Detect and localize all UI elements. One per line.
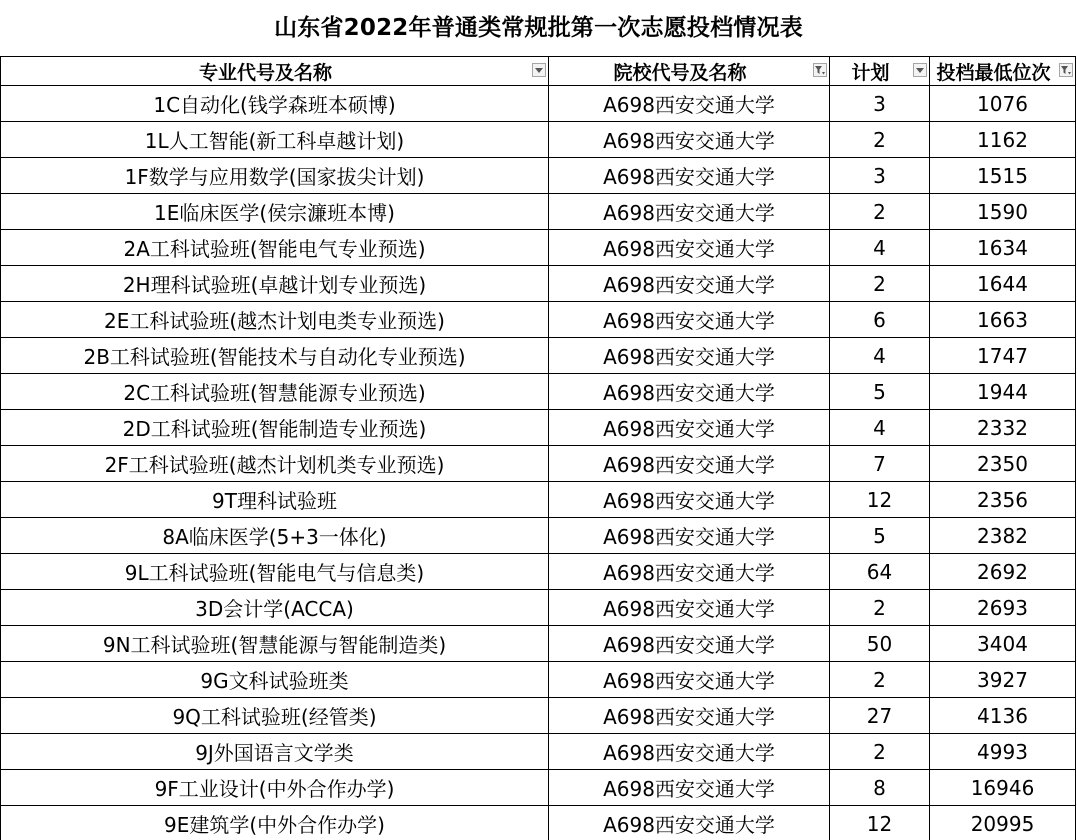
cell-plan[interactable]: 4 [830, 230, 930, 266]
header-rank-label: 投档最低位次 [936, 61, 1051, 84]
cell-school[interactable]: A698西安交通大学 [549, 122, 830, 158]
cell-major[interactable]: 1E临床医学(侯宗濂班本博) [1, 194, 549, 230]
cell-rank[interactable]: 20995 [930, 806, 1076, 840]
table-row [1, 86, 1076, 122]
cell-rank[interactable]: 3404 [930, 626, 1076, 662]
cell-plan[interactable]: 50 [830, 626, 930, 662]
filter-button-plan[interactable] [913, 63, 927, 77]
cell-school[interactable]: A698西安交通大学 [549, 806, 830, 840]
header-plan [830, 57, 930, 86]
table-row [1, 518, 1076, 554]
table-row [1, 446, 1076, 482]
table-row [1, 554, 1076, 590]
table-row [1, 122, 1076, 158]
cell-school[interactable]: A698西安交通大学 [549, 338, 830, 374]
header-school-label: 院校代号及名称 [613, 61, 747, 84]
cell-school[interactable]: A698西安交通大学 [549, 194, 830, 230]
cell-plan[interactable]: 3 [830, 86, 930, 122]
cell-major[interactable]: 9F工业设计(中外合作办学) [1, 770, 549, 806]
cell-school[interactable]: A698西安交通大学 [549, 662, 830, 698]
cell-major[interactable]: 9Q工科试验班(经管类) [1, 698, 549, 734]
cell-rank[interactable]: 1162 [930, 122, 1076, 158]
cell-major[interactable]: 1L人工智能(新工科卓越计划) [1, 122, 549, 158]
cell-school[interactable]: A698西安交通大学 [549, 374, 830, 410]
table-row [1, 482, 1076, 518]
cell-plan[interactable]: 5 [830, 374, 930, 410]
cell-school[interactable]: A698西安交通大学 [549, 446, 830, 482]
header-row [1, 57, 1076, 86]
cell-rank[interactable]: 1944 [930, 374, 1076, 410]
cell-major[interactable]: 9N工科试验班(智慧能源与智能制造类) [1, 626, 549, 662]
cell-major[interactable]: 3D会计学(ACCA) [1, 590, 549, 626]
cell-rank[interactable]: 1663 [930, 302, 1076, 338]
filter-button-school[interactable] [813, 63, 827, 77]
filter-active-icon [815, 66, 825, 75]
cell-school[interactable]: A698西安交通大学 [549, 158, 830, 194]
admission-table [0, 56, 1076, 840]
cell-rank[interactable]: 16946 [930, 770, 1076, 806]
cell-plan[interactable]: 4 [830, 338, 930, 374]
cell-school[interactable]: A698西安交通大学 [549, 698, 830, 734]
table-row [1, 410, 1076, 446]
cell-major[interactable]: 2E工科试验班(越杰计划电类专业预选) [1, 302, 549, 338]
filter-button-rank[interactable] [1059, 63, 1073, 77]
table-row [1, 194, 1076, 230]
cell-school[interactable]: A698西安交通大学 [549, 410, 830, 446]
cell-rank[interactable]: 1634 [930, 230, 1076, 266]
cell-rank[interactable]: 1644 [930, 266, 1076, 302]
cell-school[interactable]: A698西安交通大学 [549, 554, 830, 590]
cell-rank[interactable]: 3927 [930, 662, 1076, 698]
cell-major[interactable]: 2D工科试验班(智能制造专业预选) [1, 410, 549, 446]
filter-active-icon [1061, 66, 1071, 75]
cell-school[interactable]: A698西安交通大学 [549, 518, 830, 554]
cell-rank[interactable]: 1515 [930, 158, 1076, 194]
cell-school[interactable]: A698西安交通大学 [549, 302, 830, 338]
table-row [1, 662, 1076, 698]
cell-plan[interactable]: 64 [830, 554, 930, 590]
table-row [1, 338, 1076, 374]
cell-rank[interactable]: 2692 [930, 554, 1076, 590]
cell-rank[interactable]: 4136 [930, 698, 1076, 734]
cell-major[interactable]: 1F数学与应用数学(国家拔尖计划) [1, 158, 549, 194]
header-plan-label: 计划 [851, 61, 890, 84]
header-major [1, 57, 549, 86]
table-row [1, 230, 1076, 266]
header-major-label: 专业代号及名称 [198, 61, 332, 84]
cell-plan[interactable]: 2 [830, 590, 930, 626]
cell-plan[interactable]: 3 [830, 158, 930, 194]
table-row [1, 158, 1076, 194]
cell-plan[interactable]: 4 [830, 410, 930, 446]
cell-major[interactable]: 9L工科试验班(智能电气与信息类) [1, 554, 549, 590]
cell-rank[interactable]: 2382 [930, 518, 1076, 554]
cell-rank[interactable]: 1076 [930, 86, 1076, 122]
cell-school[interactable]: A698西安交通大学 [549, 266, 830, 302]
cell-plan[interactable]: 7 [830, 446, 930, 482]
cell-plan[interactable]: 27 [830, 698, 930, 734]
cell-plan[interactable]: 6 [830, 302, 930, 338]
cell-plan[interactable]: 5 [830, 518, 930, 554]
cell-plan[interactable]: 2 [830, 122, 930, 158]
page-title: 山东省2022年普通类常规批第一次志愿投档情况表 [274, 15, 803, 41]
cell-school[interactable]: A698西安交通大学 [549, 230, 830, 266]
cell-school[interactable]: A698西安交通大学 [549, 626, 830, 662]
cell-major[interactable]: 2F工科试验班(越杰计划机类专业预选) [1, 446, 549, 482]
cell-rank[interactable]: 4993 [930, 734, 1076, 770]
cell-school[interactable]: A698西安交通大学 [549, 590, 830, 626]
cell-rank[interactable]: 2693 [930, 590, 1076, 626]
cell-rank[interactable]: 1590 [930, 194, 1076, 230]
table-row [1, 590, 1076, 626]
header-school [549, 57, 830, 86]
table-row [1, 806, 1076, 840]
cell-rank[interactable]: 2332 [930, 410, 1076, 446]
header-rank [930, 57, 1076, 86]
dropdown-arrow-icon [916, 68, 924, 73]
table-row [1, 302, 1076, 338]
dropdown-arrow-icon [535, 68, 543, 73]
cell-rank[interactable]: 2350 [930, 446, 1076, 482]
cell-major[interactable]: 1C自动化(钱学森班本硕博) [1, 86, 549, 122]
table-row [1, 770, 1076, 806]
cell-major[interactable]: 9G文科试验班类 [1, 662, 549, 698]
table-row [1, 626, 1076, 662]
cell-plan[interactable]: 2 [830, 194, 930, 230]
cell-rank[interactable]: 1747 [930, 338, 1076, 374]
table-body [1, 86, 1076, 840]
cell-plan[interactable]: 2 [830, 266, 930, 302]
cell-school[interactable]: A698西安交通大学 [549, 770, 830, 806]
cell-major[interactable]: 9E建筑学(中外合作办学) [1, 806, 549, 840]
cell-major[interactable]: 2B工科试验班(智能技术与自动化专业预选) [1, 338, 549, 374]
cell-school[interactable]: A698西安交通大学 [549, 482, 830, 518]
cell-plan[interactable]: 2 [830, 662, 930, 698]
cell-school[interactable]: A698西安交通大学 [549, 86, 830, 122]
table-row [1, 734, 1076, 770]
table-row [1, 698, 1076, 734]
cell-plan[interactable]: 2 [830, 734, 930, 770]
cell-plan[interactable]: 12 [830, 806, 930, 840]
cell-major[interactable]: 9T理科试验班 [1, 482, 549, 518]
cell-major[interactable]: 9J外国语言文学类 [1, 734, 549, 770]
table-row [1, 266, 1076, 302]
cell-rank[interactable]: 2356 [930, 482, 1076, 518]
filter-button-major[interactable] [532, 63, 546, 77]
cell-plan[interactable]: 12 [830, 482, 930, 518]
table-row [1, 374, 1076, 410]
cell-major[interactable]: 2A工科试验班(智能电气专业预选) [1, 230, 549, 266]
cell-major[interactable]: 2H理科试验班(卓越计划专业预选) [1, 266, 549, 302]
cell-major[interactable]: 8A临床医学(5+3一体化) [1, 518, 549, 554]
cell-school[interactable]: A698西安交通大学 [549, 734, 830, 770]
cell-major[interactable]: 2C工科试验班(智慧能源专业预选) [1, 374, 549, 410]
cell-plan[interactable]: 8 [830, 770, 930, 806]
